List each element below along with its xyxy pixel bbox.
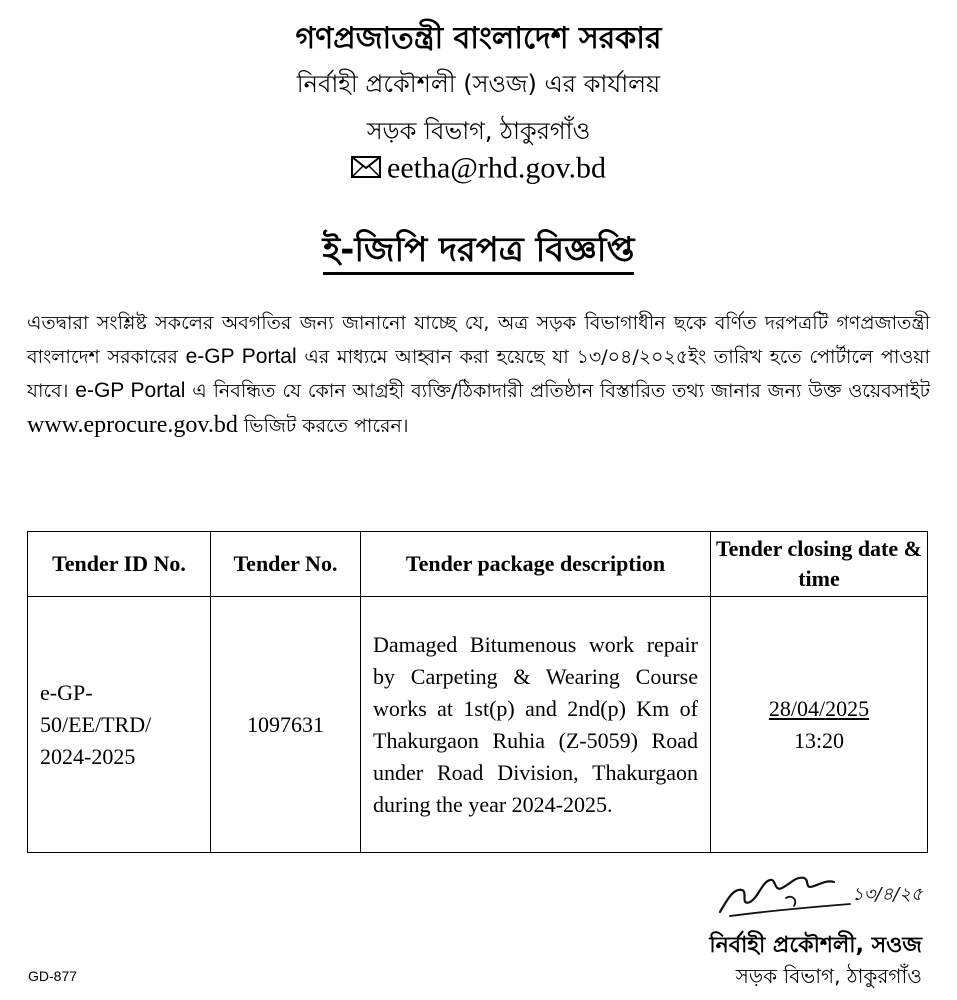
header-tender-no: Tender No. <box>211 532 361 597</box>
tender-id-part: e-GP- <box>40 679 93 705</box>
closing-date-cell <box>711 597 928 853</box>
government-title: গণপ্রজাতন্ত্রী বাংলাদেশ সরকার <box>295 21 662 56</box>
email-link[interactable]: eetha@rhd.gov.bd <box>387 151 606 185</box>
body-line-2c: এর মাধ্যমে আহ্বান করা হয়েছে যা <box>304 346 569 368</box>
body-line-3a: ১৩/০৪/২০২৫ইং তারিখ হতে পোর্টালে পাওয়া যাবে। <box>27 346 931 402</box>
handwritten-signature <box>700 868 940 930</box>
egp-portal-text: e-GP Portal <box>75 379 186 402</box>
signature-date: ১৩/৪/২৫ <box>852 884 923 905</box>
tender-id-part: 2024-2025 <box>40 743 136 769</box>
tender-no-cell: 1097631 <box>211 597 361 853</box>
header-closing-date: Tender closing date & time <box>711 532 928 597</box>
table-header-row <box>28 532 928 597</box>
envelope-icon <box>351 151 381 186</box>
signatory-division: সড়ক বিভাগ, ঠাকুরগাঁও <box>735 964 922 988</box>
closing-date: 28/04/2025 <box>768 695 870 721</box>
reference-code: GD-877 <box>28 968 78 984</box>
notice-title <box>0 224 957 281</box>
closing-time: 13:20 <box>793 727 845 753</box>
egp-portal-text: e-GP Portal <box>185 345 297 368</box>
body-line-4a: ব্যক্তি/ঠিকাদারী প্রতিষ্ঠান বিস্তারিত তথ্য জানার জন্য উক্ত ওয়েবসাইট <box>411 380 930 402</box>
division-name: সড়ক বিভাগ, ঠাকুরগাঁও <box>366 117 591 145</box>
header-description: Tender package description <box>361 532 711 597</box>
tender-id-cell <box>28 597 211 853</box>
notice-body <box>27 306 930 443</box>
tender-table <box>27 531 928 853</box>
office-name: নির্বাহী প্রকৌশলী (সওজ) এর কার্যালয় <box>296 70 661 98</box>
tender-id-part: 50/EE/TRD/ <box>40 711 152 737</box>
body-line-3c: এ নিবন্ধিত যে কোন আগ্রহী <box>192 380 405 402</box>
body-line-2a: গণপ্রজাতন্ত্রী বাংলাদেশ সরকারের <box>27 312 931 368</box>
description-cell: Damaged Bitumenous work repair by Carpeting & Wearing Course works at 1st(p) and 2nd(p) Km of Thakurgaon Ruhia (Z-5059) Road under Road Division, Thakurgaon during the year 2024-2025. <box>361 597 711 853</box>
email-row <box>0 150 957 186</box>
body-line-1: এতদ্বারা সংশ্লিষ্ট সকলের অবগতির জন্য জানানো যাচ্ছে যে, অত্র সড়ক বিভাগাধীন ছকে বর্ণিত দরপত্রটি <box>27 312 829 334</box>
notice-title-text: ই-জিপি দরপত্র বিজ্ঞপ্তি <box>323 230 635 275</box>
signatory-designation: নির্বাহী প্রকৌশলী, সওজ <box>709 933 922 958</box>
website-link[interactable]: www.eprocure.gov.bd <box>27 412 238 438</box>
body-line-5: ভিজিট করতে পারেন। <box>243 415 409 437</box>
header-tender-id: Tender ID No. <box>28 532 211 597</box>
table-row <box>28 597 928 853</box>
